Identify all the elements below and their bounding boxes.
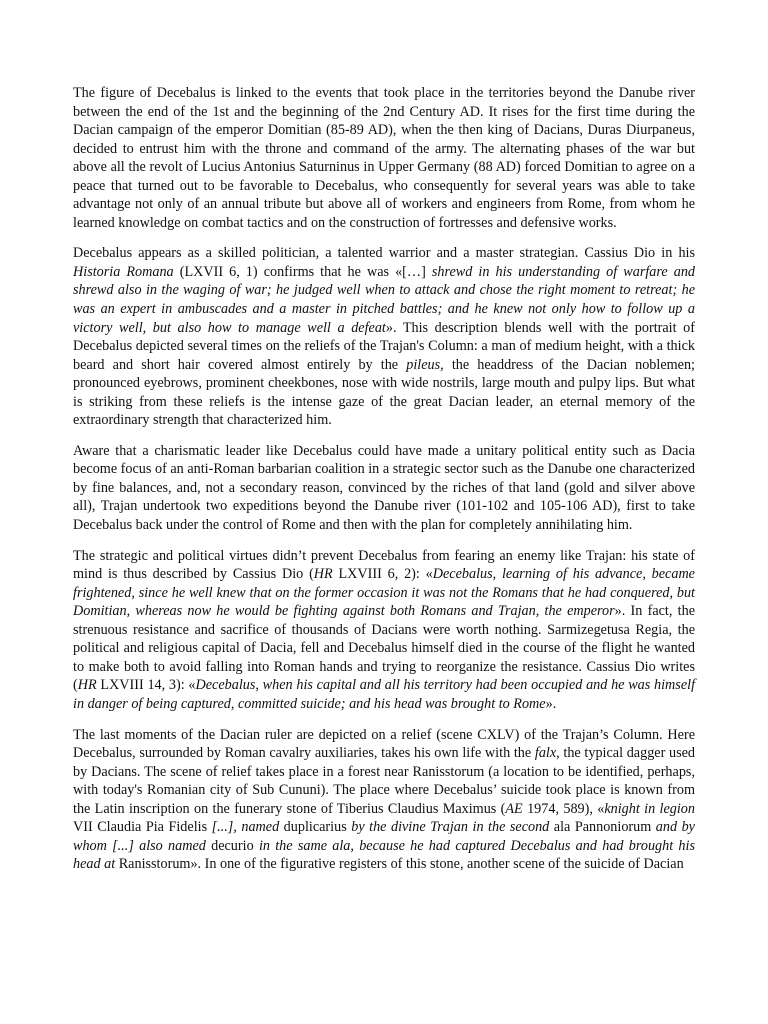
paragraph-5-text: 1974, 589), «	[522, 800, 605, 817]
paragraph-5-italic-abbr: AE	[505, 800, 523, 817]
paragraph-5-quote: and by whom [...] also named	[73, 819, 695, 854]
paragraph-4-italic-abbr: HR	[313, 566, 333, 583]
paragraph-2-italic-term: pileus	[406, 356, 441, 373]
paragraph-4-text: ». In fact, the strenuous resistance and sacrifice of thousands of Dacians were worth nothing. Sarmizegetusa Regia, the political and religious capital of Dacia, fell and Decebalus himself died in the course of the flight he wanted to make both to avoid falling into Roman hands and trying to reorganize the resistance. Cassius Dio writes (	[73, 603, 695, 694]
paragraph-4-quote: Decebalus, when his capital and all his territory had been occupied and he was himself in danger of being captured, committed suicide; and his head was brought to Rome	[73, 677, 696, 712]
paragraph-1	[73, 84, 695, 232]
paragraph-5-text: decurio	[205, 837, 259, 854]
paragraph-5-text: Ranisstorum». In one of the figurative registers of this stone, another scene of the suicide of Dacian	[115, 856, 684, 873]
paragraph-5-quote: [...], named	[211, 819, 280, 836]
paragraph-1-text: The figure of Decebalus is linked to the events that took place in the territories beyond the Danube river between the end of the 1st and the beginning of the 2nd Century AD. It rises for the first time during the Dacian campaign of the emperor Domitian (85-89 AD), when the then king of Dacians, Duras Diurpaneus, decided to entrust him with the throne and command of the army. The alternating phases of the war but above all the revolt of Lucius Antonius Saturninus in Upper Germany (88 AD) forced Domitian to agree on a peace that turned out to be favorable to Decebalus, who consequently for several years was able to take advantage not only of an annual tribute but above all of workers and engineers from Rome, from whom he learned knowledge on combat tactics and on the construction of fortresses and defensive works.	[73, 85, 695, 231]
paragraph-2-text: (LXVII 6, 1) confirms that he was «[…]	[173, 263, 432, 280]
paragraph-2-quote: shrewd in his understanding of warfare and shrewd also in the waging of war; he judged well when to attack and chose the right moment to retreat; he was an expert in ambuscades and a master in pitched battles; and he knew not only how to follow up a victory well, but also how to manage well a defeat	[73, 263, 696, 336]
paragraph-3	[73, 442, 695, 535]
paragraph-5-italic-term: falx	[534, 745, 557, 762]
paragraph-2-text: ». This description blends well with the portrait of Decebalus depicted several times on the reliefs of the Trajan's Column: a man of medium height, with a thick beard and short hair covered almost entirely by the	[73, 319, 695, 373]
paragraph-2	[73, 244, 695, 429]
paragraph-4-text: LXVIII 14, 3): «	[96, 677, 196, 694]
paragraph-4-text: ».	[545, 695, 557, 712]
paragraph-2-italic-title: Historia Romana	[73, 263, 174, 280]
paragraph-5-quote: knight in legion	[604, 800, 695, 817]
paragraph-4-quote: Decebalus, learning of his advance, became frightened, since he well knew that on the former occasion it was not the Romans that he had conquered, but Domitian, whereas now he would be fighting against both Romans and Trajan, the emperor	[73, 566, 695, 620]
paragraph-5-quote: by the divine Trajan in the second	[351, 819, 550, 836]
paragraph-4-italic-abbr: HR	[77, 677, 97, 694]
paragraph-4-text: The strategic and political virtues didn’t prevent Decebalus from fearing an enemy like Trajan: his state of mind is thus described by Cassius Dio (	[73, 547, 695, 583]
paragraph-4	[73, 547, 695, 714]
paragraph-5-quote: in the same ala, because he had captured Decebalus and had brought his head at	[73, 837, 695, 873]
paragraph-5-text: ala Pannoniorum	[549, 819, 656, 836]
paragraph-4-text: LXVIII 6, 2): «	[332, 566, 433, 583]
paragraph-2-text: , the headdress of the Dacian noblemen; pronounced eyebrows, prominent cheekbones, nose with wide nostrils, large mouth and pulpy lips. But what is striking from these reliefs is the intense gaze of the great Dacian leader, an eternal memory of the extraordinary strength that characterized him.	[73, 356, 695, 429]
paragraph-5-text: duplicarius	[279, 819, 352, 836]
paragraph-2-text: Decebalus appears as a skilled politician, a talented warrior and a master strategian. Cassius Dio in his	[73, 245, 695, 262]
paragraph-5-text: , the typical dagger used by Dacians. The scene of relief takes place in a forest near Ranisstorum (a location to be identified, perhaps, with today's Romanian city of Sub Cununi). The place where Decebalus’ suicide took place is known from the Latin inscription on the funerary stone of Tiberius Claudius Maximus (	[73, 745, 695, 817]
paragraph-3-text: Aware that a charismatic leader like Decebalus could have made a unitary political entity such as Dacia become focus of an anti-Roman barbarian coalition in a strategic sector such as the Danube one characterized by fine balances, and, not a secondary reason, convinced by the riches of that land (gold and silver above all), Trajan undertook two expeditions beyond the Danube river (101-102 and 105-106 AD), first to take Decebalus back under the control of Rome and then with the plan for completely annihilating him.	[73, 442, 695, 534]
paragraph-5-text: The last moments of the Dacian ruler are depicted on a relief (scene CXLV) of the Trajan’s Column. Here Decebalus, surrounded by Roman cavalry auxiliaries, takes his own life with the	[73, 726, 695, 762]
paragraph-5-text: VII Claudia Pia Fidelis	[73, 819, 212, 836]
paragraph-5	[73, 726, 695, 874]
